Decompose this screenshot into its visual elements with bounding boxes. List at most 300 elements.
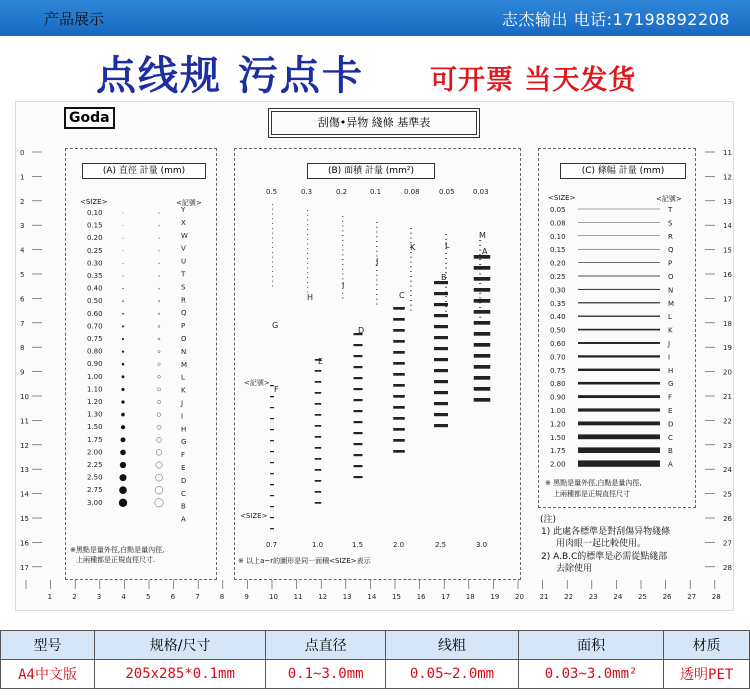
width-line: [578, 460, 660, 466]
area-mark: [272, 271, 273, 272]
white-dot: [157, 425, 161, 429]
area-mark: [479, 240, 481, 241]
ruler-number: 8: [219, 593, 225, 601]
panel-c-size: 0.40: [550, 313, 566, 322]
area-mark: [434, 391, 448, 394]
white-dot: [158, 301, 159, 302]
panel-c-size: 0.70: [550, 353, 566, 362]
area-mark: [315, 392, 322, 394]
area-mark: [342, 240, 343, 241]
ruler-number: 26: [723, 515, 732, 523]
area-mark: [307, 287, 308, 288]
white-dot: [158, 363, 161, 366]
panel-a-code: X: [181, 218, 186, 227]
white-dot: [159, 238, 160, 239]
area-mark: [434, 424, 448, 427]
panel-b-letter: M: [479, 231, 486, 240]
area-mark: [410, 290, 412, 291]
panel-c-size: 0.30: [550, 286, 566, 295]
spec-header: 点直径: [266, 631, 386, 660]
area-mark: [410, 286, 412, 287]
area-mark: [393, 450, 405, 453]
note-2: 2) A.B.C的標準是必需從點綫部: [541, 552, 668, 562]
white-dot: [159, 225, 160, 226]
area-mark: [272, 238, 273, 239]
area-mark: [410, 238, 412, 239]
area-mark: [354, 355, 363, 357]
area-mark: [307, 268, 308, 269]
panel-a-size: 3.00: [87, 498, 103, 507]
area-mark: [272, 204, 273, 205]
black-dot: [121, 437, 126, 442]
ruler-number: 17: [441, 593, 451, 601]
ruler-number: 19: [723, 344, 732, 353]
area-mark: [393, 439, 405, 442]
ruler-number: 24: [723, 466, 732, 475]
black-dot: [122, 338, 124, 340]
ruler-number: 1: [47, 593, 53, 601]
ruler-number: 23: [588, 593, 598, 601]
ruler-number: 10: [269, 593, 278, 601]
area-mark: [315, 414, 322, 416]
panel-b-top-value: 0.1: [370, 188, 382, 196]
area-mark: [474, 398, 491, 402]
area-mark: [445, 301, 447, 302]
panel-a-code: N: [181, 347, 187, 356]
black-dot: [123, 225, 124, 226]
ruler-number: 13: [20, 466, 29, 475]
area-mark: [307, 282, 308, 283]
ruler-number: 25: [723, 490, 732, 499]
white-dot: [158, 375, 161, 378]
area-mark: [474, 343, 491, 347]
area-mark: [434, 314, 448, 317]
area-mark: [376, 304, 378, 305]
panel-c-code: S: [668, 219, 673, 228]
white-dot: [157, 437, 162, 442]
black-dot: [123, 263, 124, 264]
ruler-number: 28: [711, 593, 721, 601]
area-mark: [410, 257, 412, 258]
area-mark: [270, 484, 274, 485]
ruler-number: 17: [723, 295, 732, 304]
area-mark: [474, 310, 491, 314]
area-mark: [315, 469, 322, 471]
left-ruler: [16, 138, 42, 578]
top-banner: [0, 0, 750, 36]
area-mark: [270, 451, 274, 452]
width-line: [578, 276, 660, 277]
width-line: [578, 329, 660, 331]
area-mark: [272, 228, 273, 229]
area-mark: [393, 351, 405, 354]
panel-c-size: 0.80: [550, 380, 566, 389]
area-mark: [393, 395, 405, 398]
panel-a-code: M: [181, 360, 188, 369]
panel-a-code: T: [181, 270, 186, 279]
panel-a-code: A: [181, 515, 186, 524]
ruler-number: 21: [539, 593, 549, 601]
black-dot: [122, 313, 124, 315]
area-mark: [410, 295, 412, 296]
panel-a-code: Q: [181, 309, 187, 318]
panel-c-size: 0.20: [550, 259, 566, 268]
area-mark: [342, 221, 343, 222]
ruler-number: 27: [687, 593, 697, 601]
white-dot: [158, 338, 160, 340]
ruler-number: 12: [723, 173, 732, 182]
white-dot: [157, 413, 161, 417]
area-mark: [315, 458, 322, 460]
area-mark: [410, 233, 412, 234]
panel-b-bottom-value: 3.0: [476, 541, 488, 549]
area-mark: [474, 387, 491, 391]
panel-a-size: 2.00: [87, 448, 103, 457]
area-mark: [410, 310, 412, 311]
width-line: [578, 302, 660, 303]
panel-a-size: 1.50: [87, 423, 103, 432]
area-mark: [342, 216, 343, 217]
area-mark: [270, 440, 274, 441]
spec-value: A4中文版: [1, 660, 95, 689]
area-mark: [434, 303, 448, 306]
spec-value: 0.1~3.0mm: [266, 660, 386, 689]
black-dot: [123, 213, 124, 214]
area-mark: [474, 288, 491, 292]
black-dot: [122, 325, 124, 327]
panel-a-size: 1.10: [87, 385, 103, 394]
ruler-number: 19: [490, 593, 500, 601]
spec-value: 0.03~3.0mm²: [518, 660, 664, 689]
area-mark: [445, 287, 447, 288]
panel-a-code: G: [181, 438, 187, 447]
panel-c-size: 1.20: [550, 420, 566, 429]
panel-a-code: W: [181, 231, 188, 240]
panel-a-size: 0.15: [87, 221, 103, 230]
area-mark: [376, 284, 378, 285]
panel-c-code: T: [668, 206, 673, 214]
panel-b-letter: G: [272, 321, 279, 330]
area-mark: [434, 413, 448, 416]
area-mark: [376, 227, 378, 228]
card-heading: 刮傷•异物 綫條 基準表: [271, 111, 477, 135]
panel-a-code: R: [181, 296, 186, 305]
black-dot: [119, 499, 127, 507]
area-mark: [434, 369, 448, 372]
panel-b-bottom-value: 2.0: [393, 541, 405, 549]
spec-header-row: [1, 631, 750, 660]
panel-c-code: R: [668, 232, 673, 241]
ruler-number: 25: [638, 593, 647, 601]
area-mark: [474, 277, 491, 281]
area-mark: [342, 293, 343, 294]
panel-a-size: 1.00: [87, 372, 103, 381]
panel-b-letter: E: [318, 357, 324, 366]
black-dot: [121, 388, 124, 391]
panel-c-lines: [538, 203, 694, 473]
note-1: 1) 此處各標準是對刮傷异物綫條: [541, 527, 671, 537]
ruler-number: 11: [293, 593, 303, 601]
white-dot: [158, 288, 159, 289]
panel-a-code: L: [181, 373, 185, 382]
right-ruler: [705, 138, 731, 578]
panel-a-code: C: [181, 489, 186, 498]
area-mark: [410, 271, 412, 272]
black-dot: [122, 363, 125, 366]
ruler-number: 15: [723, 246, 732, 255]
white-dot: [158, 325, 160, 327]
ruler-number: 18: [723, 319, 732, 328]
panel-c-title: (C) 條幅 計量 (mm): [560, 163, 686, 179]
ruler-number: 13: [342, 593, 352, 601]
panel-c-size: 0.35: [550, 299, 566, 308]
panel-b-letter: F: [274, 385, 279, 394]
panel-c-code: K: [668, 326, 673, 335]
panel-c-size: 0.05: [550, 206, 566, 214]
ruler-number: 24: [613, 593, 623, 601]
panel-a-code-label: <記號>: [176, 199, 202, 207]
area-mark: [307, 239, 308, 240]
white-dot: [159, 276, 160, 277]
panel-b-top-value: 0.08: [404, 188, 420, 196]
area-mark: [315, 381, 322, 383]
ruler-number: 27: [723, 539, 732, 548]
area-mark: [307, 234, 308, 235]
ruler-number: 11: [723, 149, 732, 157]
white-dot: [155, 499, 163, 507]
area-mark: [342, 245, 343, 246]
panel-c-size: 2.00: [550, 460, 566, 469]
area-mark: [474, 321, 491, 325]
white-dot: [157, 388, 160, 391]
area-mark: [393, 329, 405, 332]
panel-b-title: (B) 面積 計量 (mm²): [307, 163, 435, 179]
area-mark: [376, 241, 378, 242]
panel-c-size: 0.25: [550, 273, 566, 281]
area-mark: [410, 228, 412, 229]
panel-b-letter: H: [307, 293, 314, 302]
area-mark: [272, 214, 273, 215]
panel-a-size: 0.35: [87, 272, 103, 280]
panel-a-code: E: [181, 464, 186, 472]
area-mark: [270, 462, 274, 463]
panel-a-code: H: [181, 425, 187, 434]
panel-b-letter: A: [482, 247, 488, 256]
area-mark: [354, 432, 363, 434]
area-mark: [272, 218, 273, 219]
panel-c-code: D: [668, 420, 674, 429]
area-mark: [474, 266, 491, 270]
ruler-number: 14: [723, 222, 732, 231]
area-mark: [307, 244, 308, 245]
area-mark: [342, 250, 343, 251]
area-mark: [270, 473, 274, 474]
area-mark: [272, 233, 273, 234]
width-line: [578, 342, 660, 344]
black-dot: [123, 238, 124, 239]
ruler-number: 3: [96, 593, 102, 601]
area-mark: [342, 269, 343, 270]
panel-b-letter: J: [376, 257, 379, 266]
area-mark: [474, 299, 491, 303]
area-mark: [479, 250, 481, 251]
area-mark: [307, 263, 308, 264]
area-mark: [342, 264, 343, 265]
area-mark: [342, 226, 343, 227]
banner-left-label: 产品展示: [44, 10, 105, 28]
bottom-ruler: [16, 580, 731, 608]
ruler-number: 20: [515, 593, 524, 601]
area-mark: [307, 253, 308, 254]
white-dot: [157, 400, 160, 403]
area-mark: [479, 274, 481, 275]
area-mark: [376, 270, 378, 271]
panel-c-code: Q: [668, 246, 674, 255]
area-mark: [376, 251, 378, 252]
panel-b-letter: K: [410, 243, 416, 252]
panel-c-code: E: [668, 407, 673, 415]
panel-b-size-label: <SIZE>: [240, 512, 268, 520]
spec-header: 材质: [664, 631, 750, 660]
area-mark: [393, 340, 405, 343]
panel-a-size: 0.50: [87, 297, 103, 306]
area-mark: [445, 239, 447, 240]
area-mark: [376, 246, 378, 247]
panel-c-note-1: ※ 黑點是量外徑,白點是量內徑,: [545, 479, 642, 487]
width-line: [578, 421, 660, 425]
width-line: [578, 262, 660, 263]
spec-header: 型号: [1, 631, 95, 660]
panel-c-code: M: [668, 299, 675, 308]
panel-a-size: 2.75: [87, 486, 103, 495]
ruler-number: 4: [20, 246, 25, 255]
panel-c-size: 0.15: [550, 246, 566, 255]
panel-c-code: B: [668, 447, 673, 456]
panel-c-size: 1.00: [550, 407, 566, 415]
area-mark: [376, 275, 378, 276]
area-mark: [445, 296, 447, 297]
panel-a-size: 0.20: [87, 234, 103, 243]
brand-logo: Goda: [64, 107, 115, 129]
panel-b-letter: D: [358, 326, 365, 335]
area-mark: [474, 332, 491, 336]
ruler-number: 9: [20, 368, 25, 377]
width-line: [578, 316, 660, 317]
area-mark: [272, 286, 273, 287]
spec-value: 205x285*0.1mm: [95, 660, 266, 689]
panel-b-code-label: <記號>: [244, 379, 270, 387]
panel-a-code: P: [181, 322, 186, 331]
area-mark: [434, 336, 448, 339]
area-mark: [307, 229, 308, 230]
black-dot: [122, 301, 123, 302]
area-mark: [315, 502, 322, 504]
panel-a-size: 0.90: [87, 360, 103, 369]
panel-a-size: 1.75: [87, 435, 103, 444]
panel-b-top-value: 0.05: [439, 188, 455, 196]
panel-c-size: 0.90: [550, 393, 566, 402]
panel-a-size: 0.80: [87, 347, 103, 356]
ruler-number: 23: [723, 441, 732, 450]
ruler-number: 14: [367, 593, 377, 601]
area-mark: [272, 242, 273, 243]
panel-a-dots: [65, 205, 215, 535]
area-mark: [270, 495, 274, 496]
note-2b: 去除使用: [556, 564, 593, 574]
width-line: [578, 369, 660, 371]
panel-a-code: U: [181, 257, 187, 266]
area-mark: [307, 224, 308, 225]
panel-c-code: O: [668, 273, 674, 281]
area-mark: [479, 283, 481, 284]
ruler-number: 26: [662, 593, 672, 601]
ruler-number: 14: [20, 490, 29, 499]
area-mark: [376, 294, 378, 295]
panel-c-size: 0.60: [550, 340, 566, 348]
black-dot: [123, 276, 124, 277]
area-mark: [445, 268, 447, 269]
area-mark: [342, 298, 343, 299]
spec-value: 0.05~2.0mm: [386, 660, 519, 689]
area-mark: [354, 410, 363, 412]
panel-a-code: B: [181, 502, 186, 511]
panel-a-code: K: [181, 386, 186, 395]
white-dot: [159, 250, 160, 251]
panel-a-code: J: [181, 399, 184, 408]
ruler-number: 22: [564, 593, 574, 601]
ruler-number: 7: [195, 593, 200, 601]
spec-header: 面积: [518, 631, 664, 660]
ruler-number: 10: [20, 393, 29, 401]
black-dot: [121, 400, 124, 403]
area-mark: [393, 406, 405, 409]
black-dot: [122, 350, 124, 352]
area-mark: [315, 491, 322, 493]
area-mark: [307, 248, 308, 249]
area-mark: [474, 354, 491, 358]
panel-b-note: ※ 以上a~r的圖形是同一面積<SIZE>表示: [238, 557, 371, 565]
ruler-number: 5: [20, 271, 25, 279]
ruler-number: 7: [20, 319, 25, 328]
area-mark: [434, 347, 448, 350]
panel-a-size: 1.20: [87, 398, 103, 406]
area-mark: [445, 234, 447, 235]
area-mark: [342, 230, 343, 231]
area-mark: [354, 465, 363, 467]
ruler-number: 21: [723, 393, 732, 401]
ruler-number: 6: [170, 593, 176, 601]
area-mark: [342, 278, 343, 279]
panel-c-size: 1.75: [550, 447, 566, 456]
ruler-number: 22: [723, 417, 732, 426]
panel-a-size: 0.70: [87, 322, 103, 331]
area-mark: [479, 264, 481, 265]
area-mark: [479, 259, 481, 260]
area-mark: [270, 506, 274, 507]
ruler-number: 5: [146, 593, 151, 601]
black-dot: [120, 462, 126, 468]
note-1b: 用肉眼一起比較使用。: [556, 539, 647, 549]
area-mark: [315, 425, 322, 427]
panel-c-code: L: [668, 313, 672, 322]
product-title: 点线规 污点卡: [96, 53, 364, 99]
ruler-number: 6: [20, 295, 25, 304]
panel-c-code: N: [668, 286, 674, 295]
ruler-number: 8: [20, 344, 25, 353]
ruler-number: 12: [20, 441, 29, 450]
panel-b-bottom-value: 0.7: [266, 541, 278, 549]
panel-c-size: 0.10: [550, 232, 566, 241]
